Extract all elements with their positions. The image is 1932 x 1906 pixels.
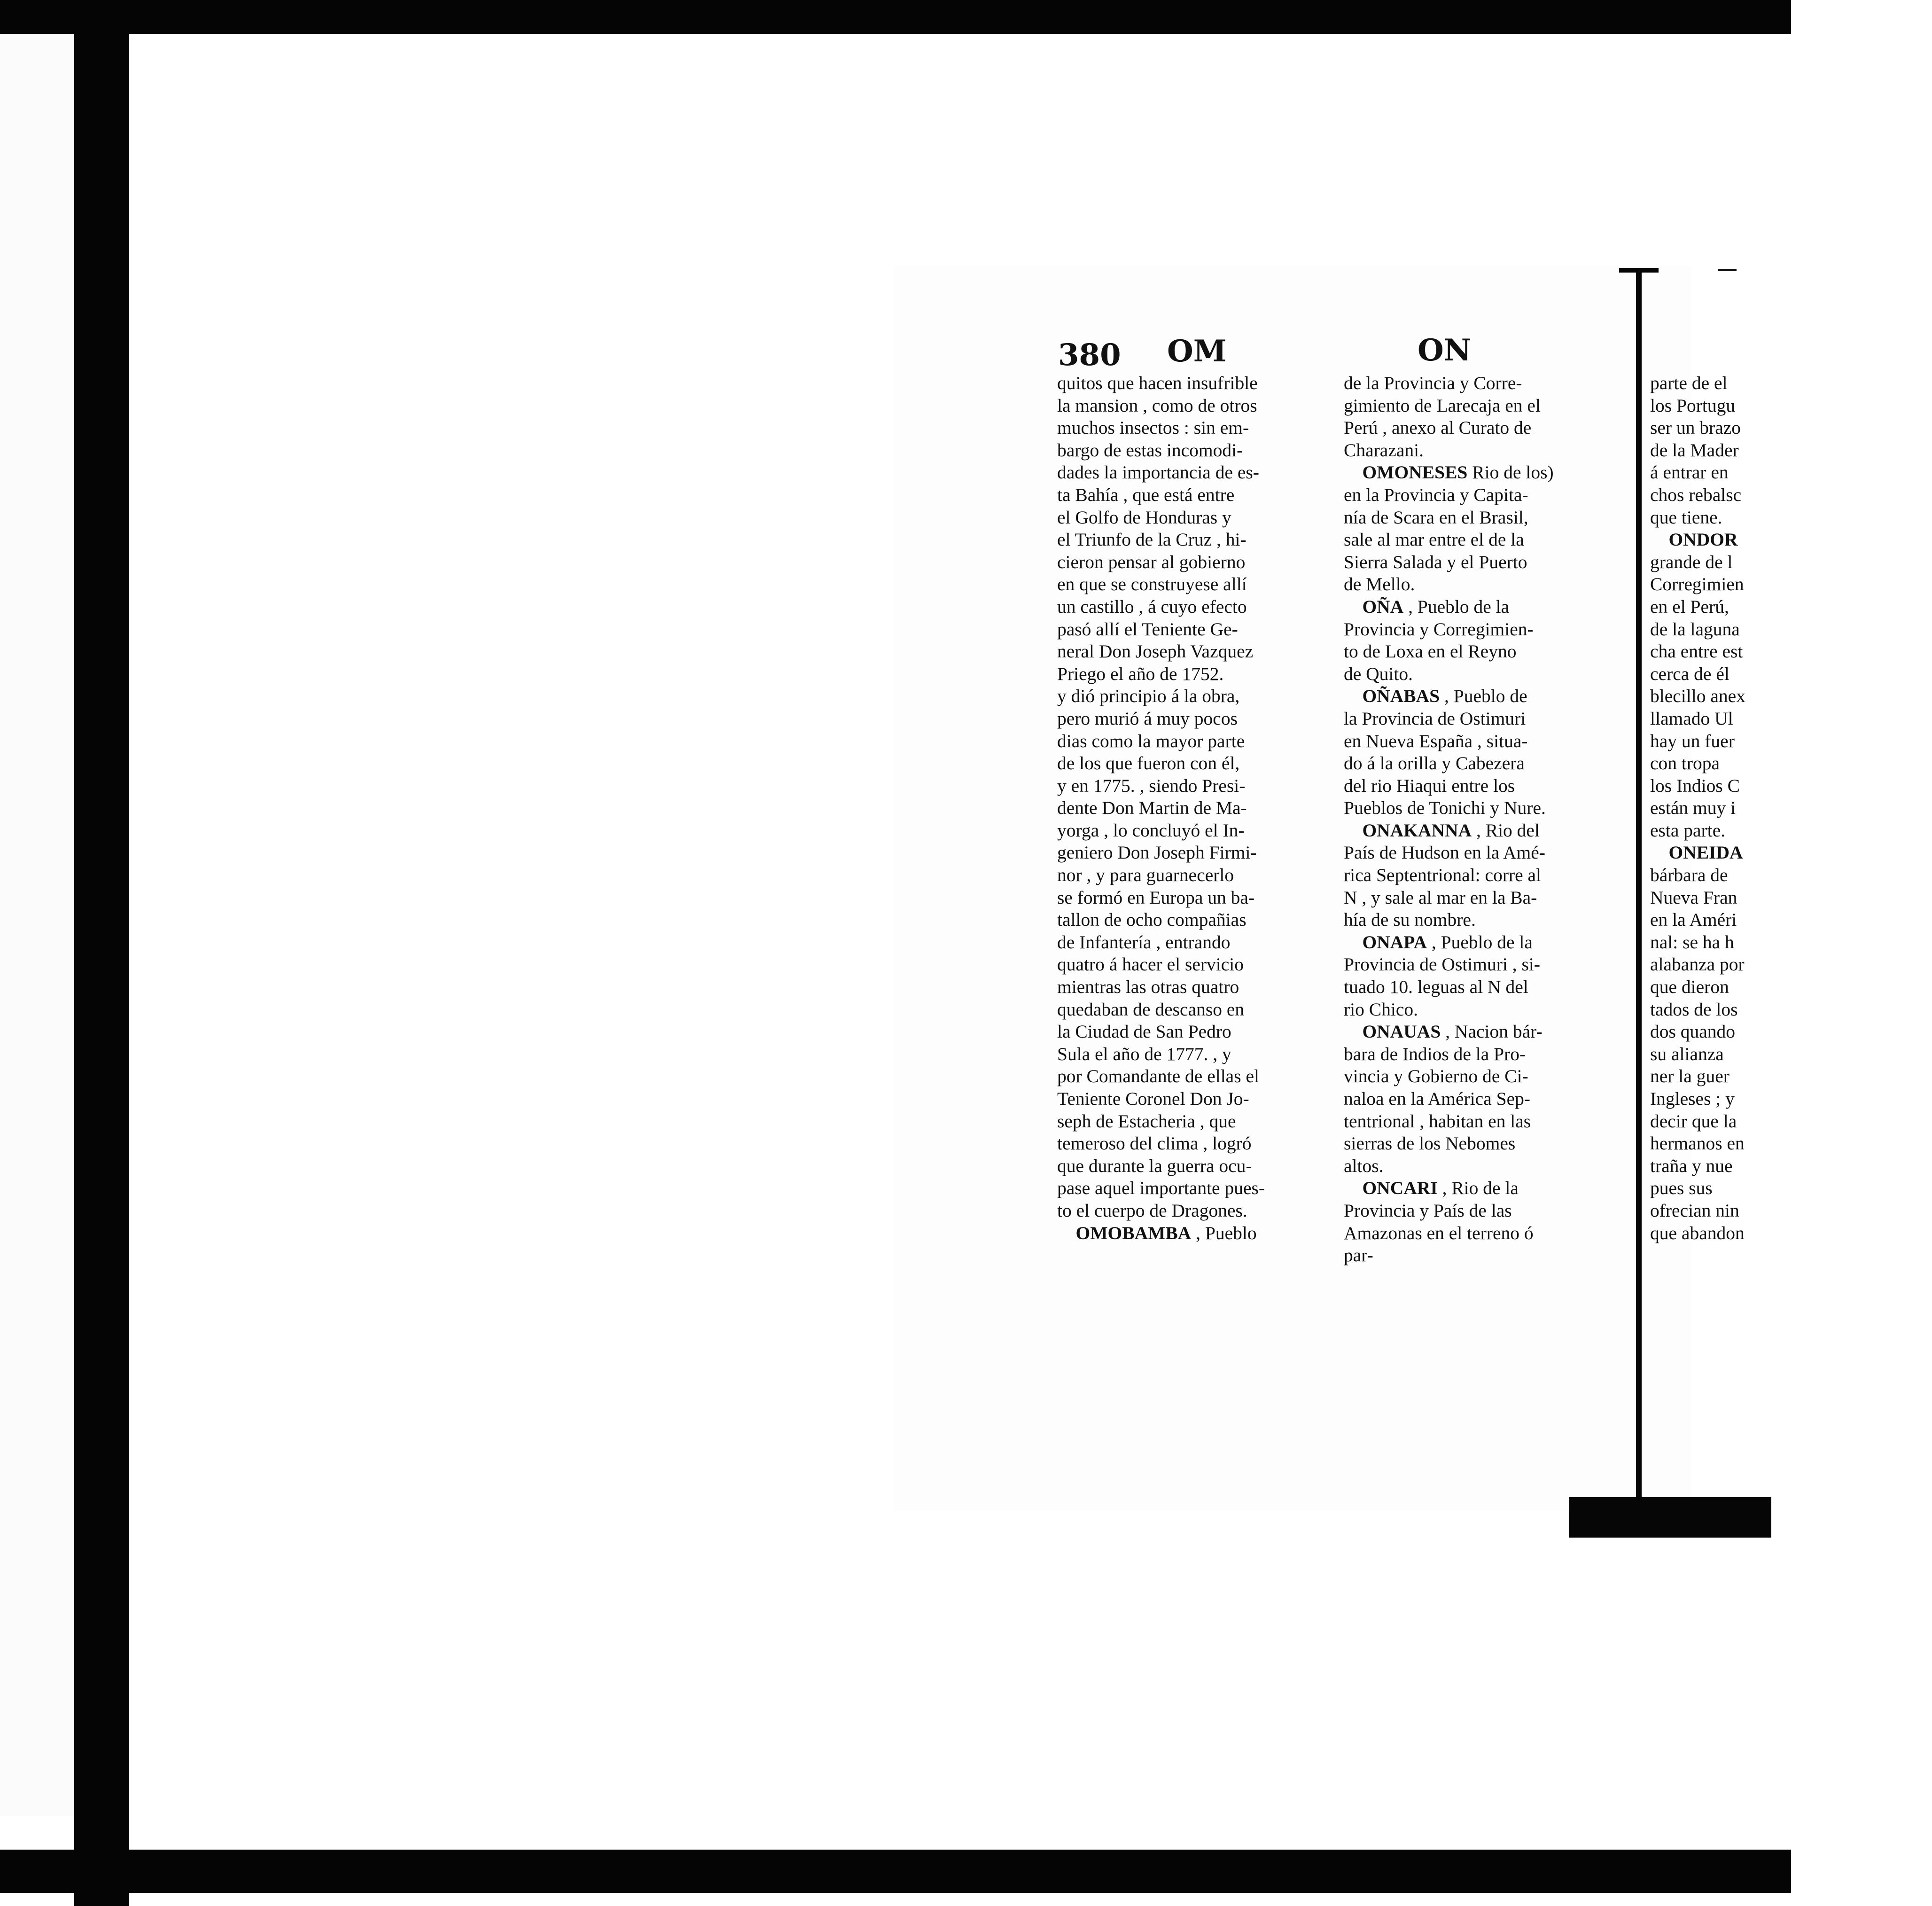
text-line: Provincia y País de las bbox=[1344, 1200, 1512, 1221]
text-line: Ingleses ; y bbox=[1650, 1088, 1735, 1109]
text-line: seph de Estacheria , que bbox=[1057, 1110, 1236, 1132]
text-line bbox=[1344, 1021, 1607, 1043]
text-line bbox=[1057, 1222, 1324, 1245]
text-line: nor , y para guarnecerlo bbox=[1057, 865, 1234, 886]
entry-oneida bbox=[1650, 842, 1932, 1244]
text-line: que tiene. bbox=[1650, 507, 1722, 528]
entry-onapa bbox=[1344, 931, 1607, 1021]
text-line: Pueblos de Tonichi y Nure. bbox=[1344, 797, 1546, 819]
text-line: parte de el bbox=[1650, 373, 1728, 393]
text-line: la Provincia de Ostimuri bbox=[1344, 708, 1526, 729]
entry-head: OÑABAS bbox=[1362, 686, 1440, 707]
text-line: sierras de los Nebomes bbox=[1344, 1133, 1516, 1154]
text-line: naloa en la América Sep- bbox=[1344, 1088, 1531, 1109]
text-line: dente Don Martin de Ma- bbox=[1057, 797, 1247, 819]
running-head-right: ON bbox=[1418, 333, 1472, 368]
text-line: que durante la guerra ocu- bbox=[1057, 1155, 1252, 1176]
text-line: cha entre est bbox=[1650, 641, 1743, 662]
entry-head: ONAUAS bbox=[1362, 1021, 1441, 1042]
entry-onabas bbox=[1344, 685, 1607, 820]
text-line: hermanos en bbox=[1650, 1133, 1745, 1154]
entry-onakanna bbox=[1344, 820, 1607, 931]
text-line: traña y nue bbox=[1650, 1155, 1733, 1176]
entry-head: OÑA bbox=[1362, 596, 1404, 617]
text-line: decir que la bbox=[1650, 1110, 1737, 1132]
text-line: y en 1775. , siendo Presi- bbox=[1057, 775, 1246, 796]
entry-head: ONAKANNA bbox=[1362, 820, 1472, 841]
text-line: bara de Indios de la Pro- bbox=[1344, 1043, 1526, 1064]
text-line bbox=[1650, 842, 1932, 864]
text-line: del rio Hiaqui entre los bbox=[1344, 775, 1515, 796]
text-line: ta Bahía , que está entre bbox=[1057, 484, 1235, 505]
text-line: do á la orilla y Cabezera bbox=[1344, 753, 1525, 774]
text-line: quitos que hacen insufrible bbox=[1057, 373, 1258, 393]
text-line: rio Chico. bbox=[1344, 999, 1418, 1020]
text-line: hay un fuer bbox=[1650, 730, 1735, 751]
entry-head: ONCARI bbox=[1362, 1178, 1438, 1199]
text-line: tados de los bbox=[1650, 999, 1738, 1020]
text-line: la mansion , como de otros bbox=[1057, 395, 1257, 416]
text-line: de Quito. bbox=[1344, 663, 1413, 684]
text-line: nal: se ha h bbox=[1650, 931, 1734, 953]
text-line: ser un brazo bbox=[1650, 417, 1741, 438]
text-column-2 bbox=[1344, 372, 1607, 1267]
scan-border-bottom bbox=[0, 1850, 1791, 1893]
text-line: quatro á hacer el servicio bbox=[1057, 954, 1244, 975]
text-line: el Golfo de Honduras y bbox=[1057, 507, 1231, 528]
text-line: neral Don Joseph Vazquez bbox=[1057, 641, 1254, 662]
text-line: muchos insectos : sin em- bbox=[1057, 417, 1249, 438]
text-line: N , y sale al mar en la Ba- bbox=[1344, 887, 1537, 908]
text-line: están muy i bbox=[1650, 797, 1736, 819]
text-line: en Nueva España , situa- bbox=[1344, 730, 1528, 751]
adjacent-page-edge bbox=[0, 0, 74, 1816]
text-line: yorga , lo concluyó el In- bbox=[1057, 820, 1245, 841]
text-line: en la Provincia y Capita- bbox=[1344, 484, 1528, 505]
column-rule bbox=[1636, 270, 1642, 1506]
text-line: to de Loxa en el Reyno bbox=[1344, 641, 1517, 662]
scan-border-top bbox=[0, 0, 1791, 34]
text-line: quedaban de descanso en bbox=[1057, 999, 1245, 1020]
text-line: grande de l bbox=[1650, 551, 1733, 572]
entry-text: Rio de los) bbox=[1472, 462, 1554, 483]
page-number: 380 bbox=[1058, 337, 1121, 373]
text-line: los Portugu bbox=[1650, 395, 1736, 416]
text-line: nía de Scara en el Brasil, bbox=[1344, 507, 1528, 528]
text-line: Priego el año de 1752. bbox=[1057, 663, 1224, 684]
entry-omoneses bbox=[1344, 461, 1607, 596]
text-line: pues sus bbox=[1650, 1178, 1713, 1199]
text-line: y dió principio á la obra, bbox=[1057, 686, 1240, 707]
text-line bbox=[1344, 596, 1607, 618]
text-line: en la Améri bbox=[1650, 909, 1737, 930]
paragraph bbox=[1057, 372, 1324, 1222]
text-line: un castillo , á cuyo efecto bbox=[1057, 596, 1247, 617]
text-line: dos quando bbox=[1650, 1021, 1736, 1042]
header-dash bbox=[1718, 269, 1737, 271]
entry-head: ONAPA bbox=[1362, 931, 1427, 953]
entry-head: ONEIDA bbox=[1668, 842, 1743, 863]
text-line: pasó allí el Teniente Ge- bbox=[1057, 618, 1238, 640]
entry-omobamba bbox=[1057, 1222, 1324, 1245]
entry-text: , Pueblo de la bbox=[1427, 931, 1533, 953]
running-head-left: OM bbox=[1167, 334, 1227, 369]
text-line: de la Provincia y Corre- bbox=[1344, 373, 1522, 393]
text-line: dades la importancia de es- bbox=[1057, 462, 1259, 483]
text-line bbox=[1344, 931, 1607, 954]
text-line: los Indios C bbox=[1650, 775, 1740, 796]
text-line bbox=[1344, 1177, 1607, 1200]
text-line: bargo de estas incomodi- bbox=[1057, 439, 1243, 461]
text-line: que dieron bbox=[1650, 976, 1729, 998]
text-line: blecillo anex bbox=[1650, 686, 1745, 707]
text-line: se formó en Europa un ba- bbox=[1057, 887, 1255, 908]
text-line: tallon de ocho compañias bbox=[1057, 909, 1246, 930]
text-line: Provincia de Ostimuri , si- bbox=[1344, 954, 1540, 975]
text-line bbox=[1344, 820, 1607, 842]
entry-head: ONDOR bbox=[1668, 529, 1738, 550]
text-line: de la Mader bbox=[1650, 439, 1739, 461]
text-line: de Infantería , entrando bbox=[1057, 931, 1231, 953]
entry-head: OMONESES bbox=[1362, 462, 1468, 483]
text-line: por Comandante de ellas el bbox=[1057, 1066, 1259, 1087]
text-line: Teniente Coronel Don Jo- bbox=[1057, 1088, 1249, 1109]
text-line: sale al mar entre el de la bbox=[1344, 529, 1524, 550]
text-line: cerca de él bbox=[1650, 663, 1729, 684]
text-line bbox=[1344, 685, 1607, 708]
entry-text: , Pueblo bbox=[1191, 1222, 1257, 1243]
text-line: Perú , anexo al Curato de bbox=[1344, 417, 1532, 438]
text-column-3 bbox=[1650, 372, 1932, 1244]
text-line: Sierra Salada y el Puerto bbox=[1344, 551, 1527, 572]
text-line: geniero Don Joseph Firmi- bbox=[1057, 842, 1257, 863]
entry-text: , Nacion bár- bbox=[1441, 1021, 1542, 1042]
text-line: chos rebalsc bbox=[1650, 484, 1742, 505]
text-line: mientras las otras quatro bbox=[1057, 976, 1239, 998]
text-line: su alianza bbox=[1650, 1043, 1724, 1064]
entry-text: , Rio de la bbox=[1437, 1178, 1519, 1199]
text-line: de los que fueron con él, bbox=[1057, 753, 1240, 774]
text-column-1 bbox=[1057, 372, 1324, 1244]
text-line: en que se construyese allí bbox=[1057, 574, 1247, 595]
page-fold-shadow bbox=[1569, 1497, 1771, 1538]
entry-ona bbox=[1344, 596, 1607, 685]
text-line: tentrional , habitan en las bbox=[1344, 1110, 1531, 1132]
text-line: temeroso del clima , logró bbox=[1057, 1133, 1252, 1154]
entry-text: , Rio del bbox=[1472, 820, 1540, 841]
text-line: cieron pensar al gobierno bbox=[1057, 551, 1246, 572]
text-line: de Mello. bbox=[1344, 574, 1415, 595]
entry-head: OMOBAMBA bbox=[1075, 1222, 1192, 1243]
text-line: hía de su nombre. bbox=[1344, 909, 1476, 930]
text-line: gimiento de Larecaja en el bbox=[1344, 395, 1541, 416]
text-line bbox=[1344, 461, 1607, 484]
text-line: esta parte. bbox=[1650, 820, 1726, 841]
text-line: alabanza por bbox=[1650, 954, 1745, 975]
text-line: Provincia y Corregimien- bbox=[1344, 618, 1534, 640]
text-line: con tropa bbox=[1650, 753, 1720, 774]
catchword: par- bbox=[1344, 1245, 1373, 1266]
text-line: llamado Ul bbox=[1650, 708, 1733, 729]
text-line: en el Perú, bbox=[1650, 596, 1729, 617]
text-line: Corregimien bbox=[1650, 574, 1744, 595]
text-line: ner la guer bbox=[1650, 1066, 1729, 1087]
scan-border-left bbox=[74, 0, 129, 1906]
text-line: Charazani. bbox=[1344, 439, 1424, 461]
text-line: á entrar en bbox=[1650, 462, 1729, 483]
text-line bbox=[1650, 529, 1932, 551]
entry-onauas bbox=[1344, 1021, 1607, 1177]
text-line: que abandon bbox=[1650, 1222, 1745, 1243]
text-line: Sula el año de 1777. , y bbox=[1057, 1043, 1231, 1064]
text-line: dias como la mayor parte bbox=[1057, 730, 1245, 751]
text-column-3-cropped bbox=[1650, 372, 1791, 1243]
entry-ondor bbox=[1650, 529, 1932, 842]
entry-text: , Pueblo de bbox=[1440, 686, 1527, 707]
text-line: to el cuerpo de Dragones. bbox=[1057, 1200, 1247, 1221]
text-line: Amazonas en el terreno ó bbox=[1344, 1222, 1534, 1243]
text-line: País de Hudson en la Amé- bbox=[1344, 842, 1545, 863]
text-line: ofrecian nin bbox=[1650, 1200, 1739, 1221]
text-line: de la laguna bbox=[1650, 618, 1740, 640]
text-line: bárbara de bbox=[1650, 865, 1728, 886]
entry-text: , Pueblo de la bbox=[1403, 596, 1510, 617]
text-line: vincia y Gobierno de Ci- bbox=[1344, 1066, 1528, 1087]
paragraph bbox=[1650, 372, 1932, 529]
text-line: rica Septentrional: corre al bbox=[1344, 865, 1542, 886]
text-line: la Ciudad de San Pedro bbox=[1057, 1021, 1231, 1042]
text-line: altos. bbox=[1344, 1155, 1384, 1176]
text-line: pero murió á muy pocos bbox=[1057, 708, 1238, 729]
text-line: Nueva Fran bbox=[1650, 887, 1737, 908]
entry-oncari bbox=[1344, 1177, 1607, 1266]
text-line: pase aquel importante pues- bbox=[1057, 1178, 1265, 1199]
text-line: el Triunfo de la Cruz , hi- bbox=[1057, 529, 1246, 550]
text-line: tuado 10. leguas al N del bbox=[1344, 976, 1528, 998]
paragraph bbox=[1344, 372, 1607, 461]
